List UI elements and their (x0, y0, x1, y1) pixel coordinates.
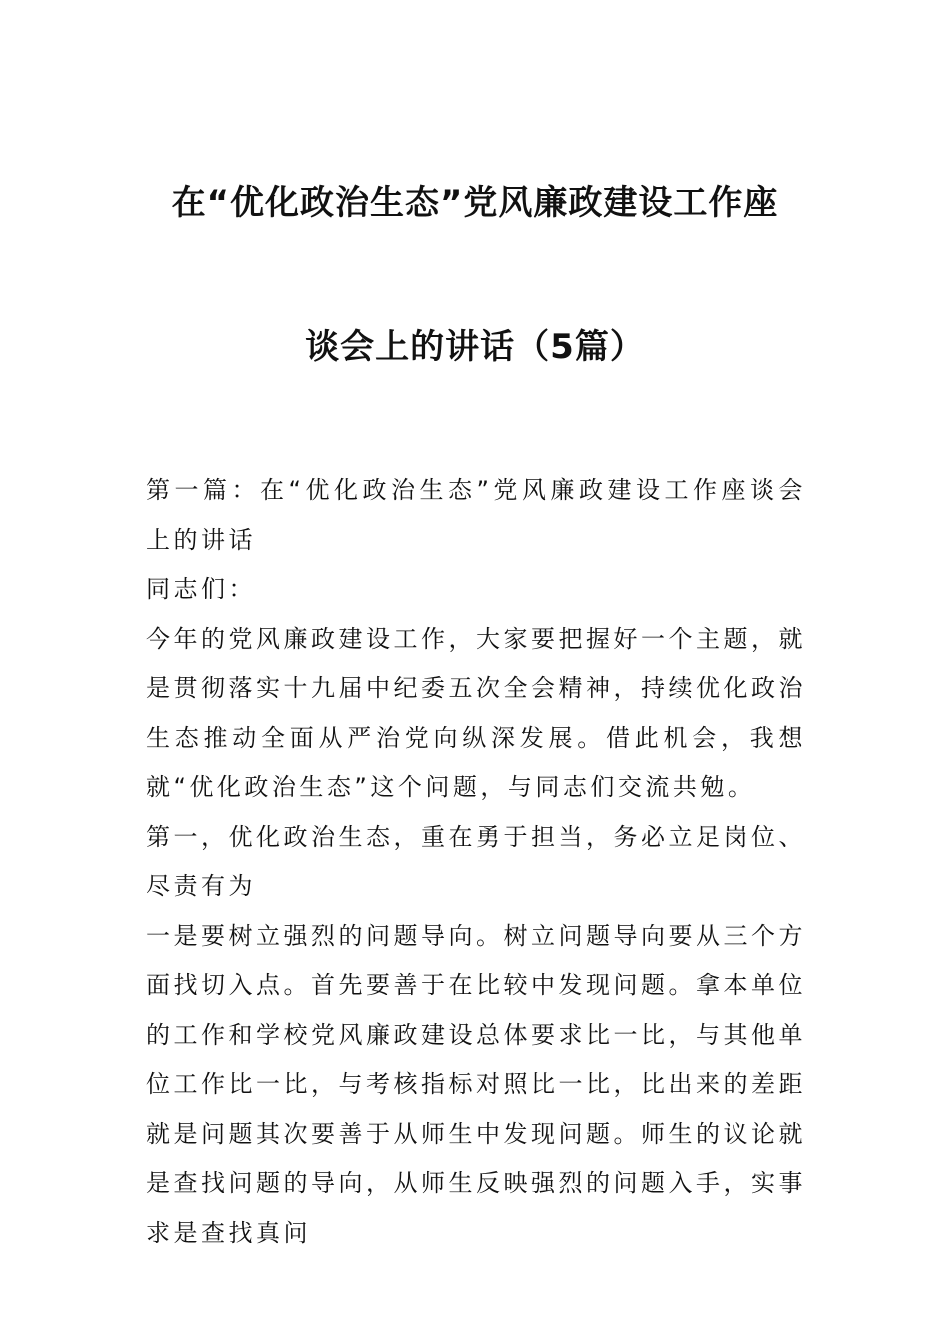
body-paragraph: 今年的党风廉政建设工作，大家要把握好一个主题，就是贯彻落实十九届中纪委五次全会精神，持续优化政治生态推动全面从严治党向纵深发展。借此机会，我想就“优化政治生态”这个问题，与同志们交流共勉。 (146, 624, 806, 801)
section-heading: 第一篇：在“优化政治生态”党风廉政建设工作座谈会上的讲话 (146, 476, 806, 554)
document-title-line-2: 谈会上的讲话（5篇） (305, 327, 645, 367)
document-title-line-1: 在“优化政治生态”党风廉政建设工作座 (171, 183, 779, 223)
body-paragraph: 一是要树立强烈的问题导向。树立问题导向要从三个方面找切入点。首先要善于在比较中发现问题。拿本单位的工作和学校党风廉政建设总体要求比一比，与其他单位工作比一比，与考核指标对照比一比，比出来的差距就是问题其次要善于从师生中发现问题。师生的议论就是查找问题的导向，从师生反映强烈的问题入手，实事求是查找真问 (146, 921, 806, 1247)
document-body (146, 466, 806, 1258)
salutation: 同志们： (146, 575, 256, 603)
point-heading: 第一，优化政治生态，重在勇于担当，务必立足岗位、尽责有为 (146, 822, 806, 900)
